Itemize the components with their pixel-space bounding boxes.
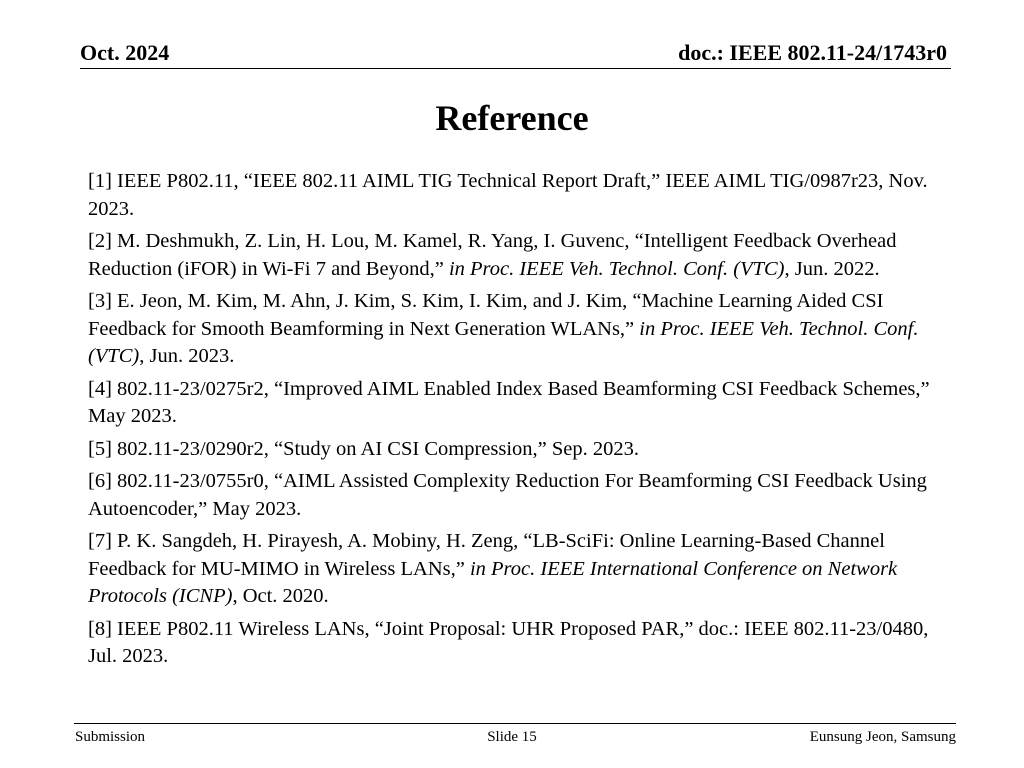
reference-text: [4] 802.11-23/0275r2, “Improved AIML Enabled Index Based Beamforming CSI Feedback Schemes,” May 2023. [88, 377, 930, 427]
reference-item-7 [88, 528, 958, 611]
reference-venue: in Proc. IEEE Veh. Technol. Conf. (VTC) [88, 317, 919, 367]
reference-item-1 [88, 168, 958, 223]
reference-item-4 [88, 376, 958, 431]
reference-text: [8] IEEE P802.11 Wireless LANs, “Joint Proposal: UHR Proposed PAR,” doc.: IEEE 802.11-23/0480, Jul. 2023. [88, 617, 929, 667]
reference-text: [2] M. Deshmukh, Z. Lin, H. Lou, M. Kamel, R. Yang, I. Guvenc, “Intelligent Feedback Overhead Reduction (iFOR) in Wi-Fi 7 and Beyond,” [88, 230, 897, 280]
reference-item-5 [88, 436, 958, 464]
reference-venue: in Proc. IEEE Veh. Technol. Conf. (VTC) [448, 257, 785, 280]
reference-text: [7] P. K. Sangdeh, H. Pirayesh, A. Mobiny, H. Zeng, “LB-SciFi: Online Learning-Based Channel Feedback for MU-MIMO in Wireless LANs,” [88, 530, 885, 580]
reference-item-3 [88, 288, 958, 371]
footer-author: Eunsung Jeon, Samsung [809, 729, 956, 745]
reference-text: [1] IEEE P802.11, “IEEE 802.11 AIML TIG Technical Report Draft,” IEEE AIML TIG/0987r23, Nov. 2023. [88, 170, 928, 220]
reference-suffix: , Jun. 2023. [139, 345, 235, 367]
reference-text: [6] 802.11-23/0755r0, “AIML Assisted Complexity Reduction For Beamforming CSI Feedback Using Autoencoder,” May 2023. [88, 470, 927, 520]
reference-item-6 [88, 468, 958, 523]
reference-text: [3] E. Jeon, M. Kim, M. Ahn, J. Kim, S. Kim, I. Kim, and J. Kim, “Machine Learning Aided CSI Feedback for Smooth Beamforming in Next Generation WLANs,” [88, 290, 884, 340]
footer-slide-number: Slide 15 [487, 729, 537, 745]
footer-divider [74, 723, 956, 724]
reference-suffix: , Oct. 2020. [232, 585, 329, 607]
reference-suffix: , Jun. 2022. [784, 257, 880, 280]
reference-venue: in Proc. IEEE International Conference on Network Protocols (ICNP) [88, 557, 898, 607]
header-doc-number: doc.: IEEE 802.11-24/1743r0 [678, 40, 947, 65]
reference-item-2 [88, 228, 958, 283]
reference-item-8 [88, 616, 958, 671]
header-divider [80, 68, 951, 69]
page-title: Reference [435, 98, 589, 138]
header-date: Oct. 2024 [80, 40, 170, 65]
reference-text: [5] 802.11-23/0290r2, “Study on AI CSI Compression,” Sep. 2023. [88, 437, 640, 460]
reference-list [88, 168, 958, 676]
footer-submission: Submission [75, 729, 146, 745]
